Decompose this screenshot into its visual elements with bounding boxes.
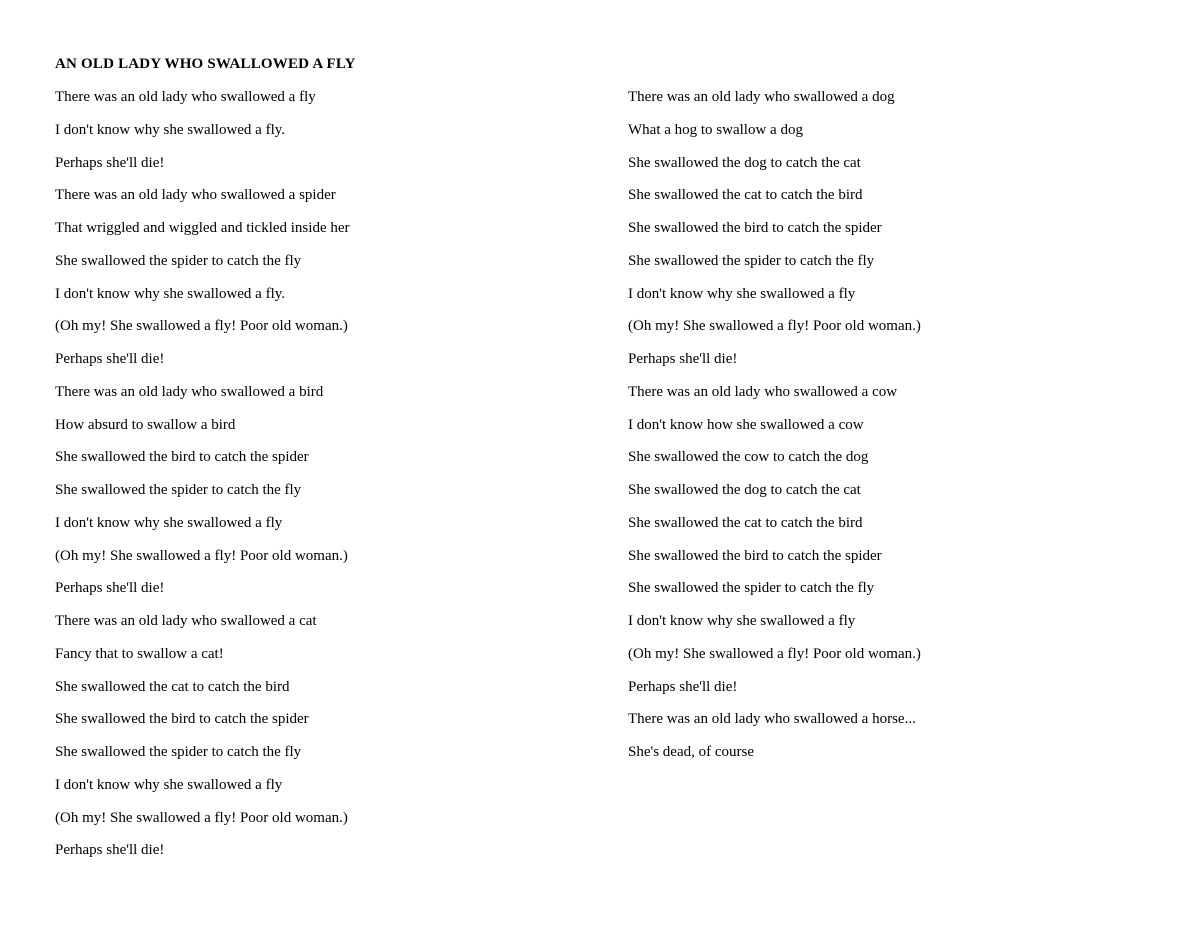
- poem-line: Perhaps she'll die!: [628, 678, 738, 695]
- poem-line: She swallowed the spider to catch the fly: [628, 580, 875, 597]
- poem-line: (Oh my! She swallowed a fly! Poor old woman.): [55, 318, 348, 335]
- poem-line: How absurd to swallow a bird: [55, 416, 236, 433]
- poem-line: She swallowed the cat to catch the bird: [628, 187, 863, 204]
- poem-line: There was an old lady who swallowed a cow: [628, 383, 898, 400]
- poem-line: There was an old lady who swallowed a cat: [55, 613, 317, 629]
- poem-line: She swallowed the dog to catch the cat: [628, 482, 861, 498]
- poem-line: There was an old lady who swallowed a dog: [628, 89, 895, 105]
- poem-line: She swallowed the spider to catch the fly: [628, 252, 875, 269]
- poem-column-left: [55, 88, 350, 874]
- poem-line: I don't know why she swallowed a fly: [628, 285, 856, 302]
- poem-line: She swallowed the spider to catch the fly: [55, 252, 302, 269]
- poem-line: She swallowed the cow to catch the dog: [628, 449, 869, 466]
- poem-line: She swallowed the dog to catch the cat: [628, 154, 861, 171]
- poem-line: Perhaps she'll die!: [55, 351, 165, 367]
- poem-line: There was an old lady who swallowed a spider: [55, 187, 336, 204]
- poem-line: Fancy that to swallow a cat!: [55, 645, 224, 662]
- poem-line: (Oh my! She swallowed a fly! Poor old woman.): [55, 547, 348, 564]
- poem-line: She swallowed the cat to catch the bird: [628, 514, 863, 531]
- poem-line: Perhaps she'll die!: [55, 842, 165, 859]
- poem-line: She swallowed the bird to catch the spider: [628, 220, 882, 236]
- poem-line: There was an old lady who swallowed a horse...: [628, 711, 916, 728]
- poem-line: I don't know why she swallowed a fly.: [55, 285, 286, 302]
- poem-line: She swallowed the cat to catch the bird: [55, 678, 290, 695]
- poem-line: I don't know why she swallowed a fly: [55, 514, 283, 531]
- poem-line: I don't know why she swallowed a fly.: [55, 121, 286, 138]
- poem-line: (Oh my! She swallowed a fly! Poor old woman.): [55, 809, 348, 826]
- poem-line: (Oh my! She swallowed a fly! Poor old woman.): [628, 645, 921, 662]
- poem-line: I don't know why she swallowed a fly: [55, 776, 283, 793]
- poem-title: AN OLD LADY WHO SWALLOWED A FLY: [55, 56, 356, 72]
- poem-line: There was an old lady who swallowed a fly: [55, 89, 316, 105]
- poem-line: She swallowed the bird to catch the spider: [628, 547, 882, 564]
- poem-line: She swallowed the spider to catch the fly: [55, 744, 302, 760]
- poem-line: Perhaps she'll die!: [628, 351, 738, 367]
- poem-line: Perhaps she'll die!: [55, 154, 165, 171]
- poem-line: That wriggled and wiggled and tickled inside her: [55, 220, 350, 236]
- poem-line: She swallowed the bird to catch the spider: [55, 449, 309, 466]
- poem-line: (Oh my! She swallowed a fly! Poor old woman.): [628, 318, 921, 335]
- poem-line: She swallowed the bird to catch the spider: [55, 711, 309, 728]
- poem-column-right: [628, 88, 921, 776]
- poem-line: What a hog to swallow a dog: [628, 121, 803, 138]
- poem-line: She's dead, of course: [628, 744, 754, 760]
- poem-line: I don't know how she swallowed a cow: [628, 416, 864, 433]
- poem-line: I don't know why she swallowed a fly: [628, 613, 856, 629]
- poem-line: She swallowed the spider to catch the fly: [55, 482, 302, 498]
- poem-line: There was an old lady who swallowed a bird: [55, 383, 324, 400]
- poem-line: Perhaps she'll die!: [55, 580, 165, 597]
